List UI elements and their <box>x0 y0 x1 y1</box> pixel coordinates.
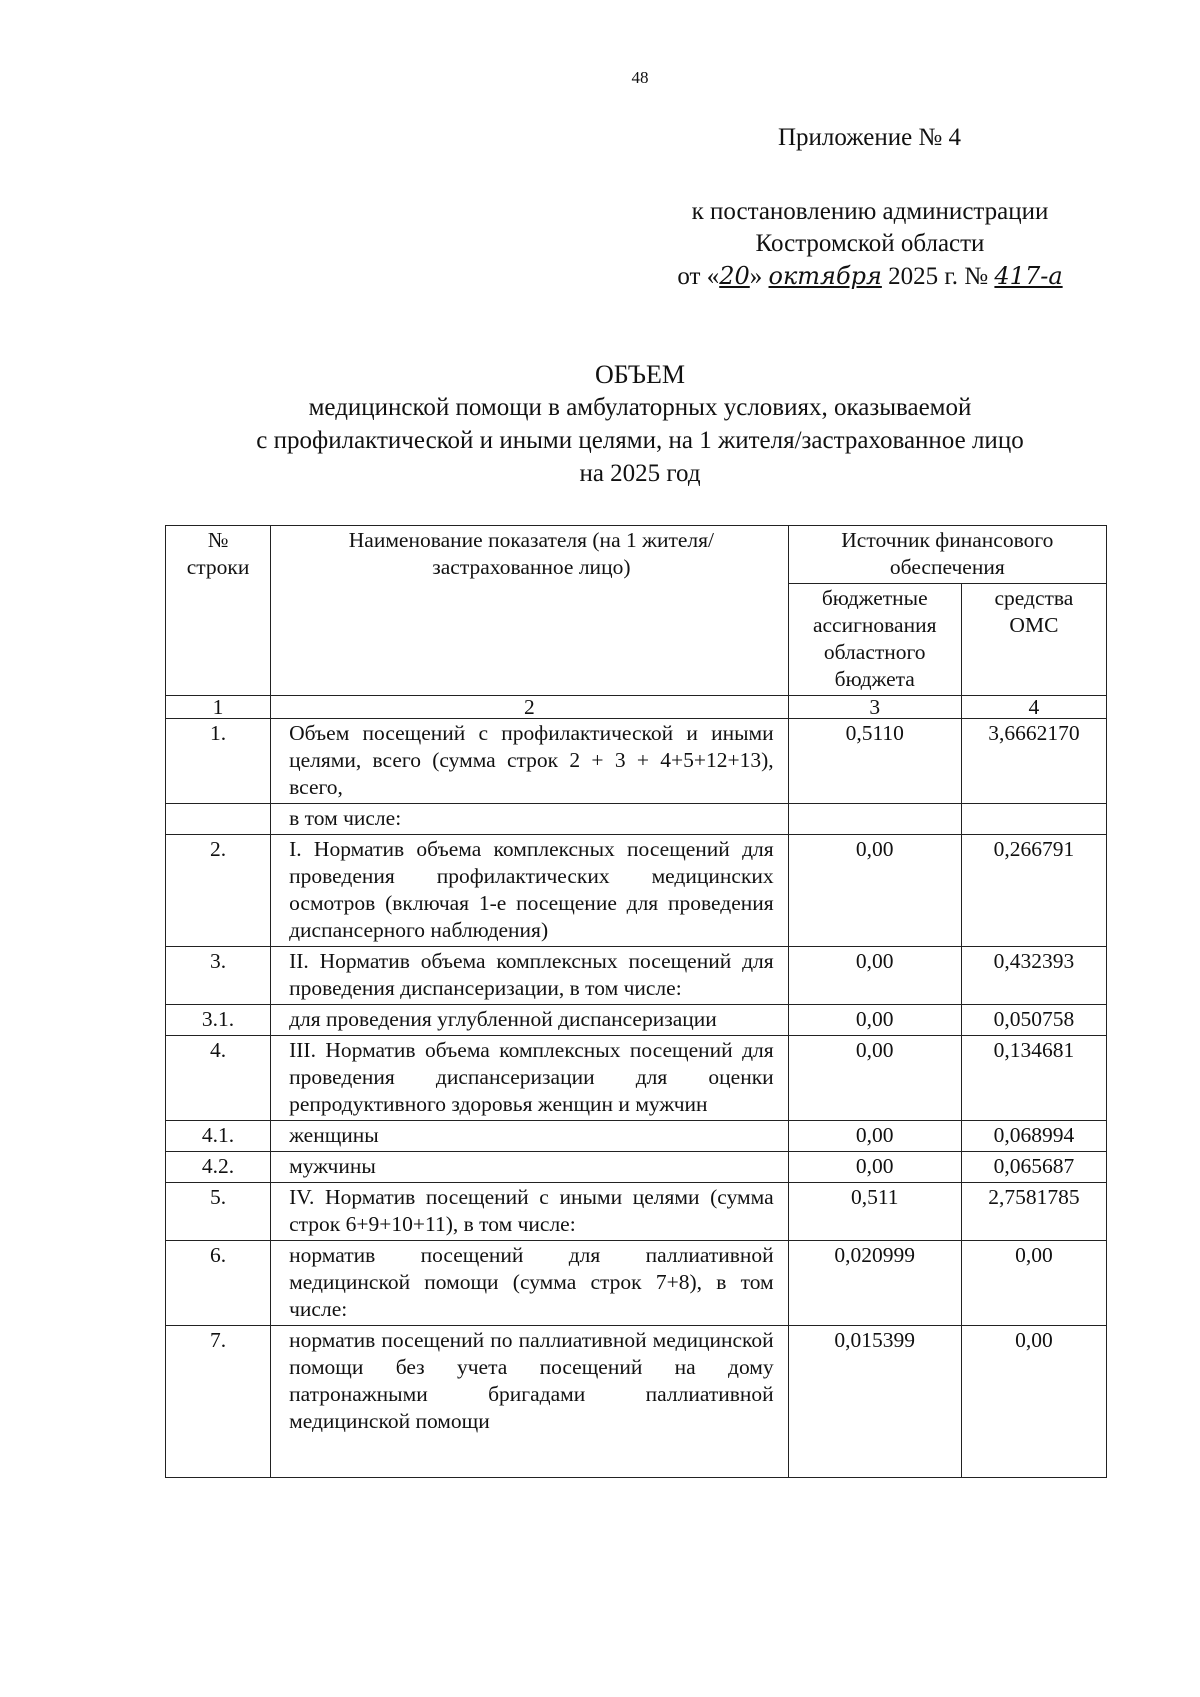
row-budget-value: 0,00 <box>788 1121 961 1152</box>
row-budget-value: 0,00 <box>788 1036 961 1121</box>
decree-date-prefix: от « <box>677 263 720 290</box>
title-line-2: медицинской помощи в амбулаторных условиях, оказываемой <box>308 394 972 421</box>
table-row <box>166 1036 1107 1121</box>
row-name: норматив посещений по паллиативной медицинской помощи без учета посещений на дому патронажными бригадами паллиативной медицинской помощи <box>271 1326 789 1478</box>
row-budget-value <box>788 804 961 835</box>
decree-line-1: к постановлению администрации <box>691 198 1049 225</box>
page-number: 48 <box>631 68 649 87</box>
row-budget-value: 0,00 <box>788 835 961 947</box>
table-row <box>166 1121 1107 1152</box>
row-number: 4.2. <box>166 1152 271 1183</box>
decree-line-2: Костромской области <box>755 230 985 257</box>
table-row <box>166 1005 1107 1036</box>
row-number: 4.1. <box>166 1121 271 1152</box>
row-oms-value: 3,6662170 <box>961 719 1106 804</box>
table-row <box>166 1183 1107 1241</box>
row-number: 7. <box>166 1326 271 1478</box>
row-number: 3. <box>166 947 271 1005</box>
row-name: Объем посещений с профилактической и иными целями, всего (сумма строк 2 + 3 + 4+5+12+13), всего, <box>271 719 789 804</box>
decree-date <box>650 260 1090 293</box>
index-cell: 4 <box>961 696 1106 719</box>
index-cell: 2 <box>271 696 789 719</box>
decree-year: 2025 г. № <box>888 263 989 290</box>
decree-month: октября <box>768 262 882 290</box>
row-name: II. Норматив объема комплексных посещений для проведения диспансеризации, в том числе: <box>271 947 789 1005</box>
table-header-row <box>166 526 1107 584</box>
row-oms-value: 0,065687 <box>961 1152 1106 1183</box>
row-budget-value: 0,5110 <box>788 719 961 804</box>
header-oms: средства ОМС <box>961 584 1106 696</box>
row-name: мужчины <box>271 1152 789 1183</box>
row-name: норматив посещений для паллиативной медицинской помощи (сумма строк 7+8), в том числе: <box>271 1241 789 1326</box>
row-oms-value: 0,00 <box>961 1326 1106 1478</box>
decree-number: 417-а <box>994 262 1063 290</box>
row-budget-value: 0,00 <box>788 1005 961 1036</box>
index-cell: 1 <box>166 696 271 719</box>
row-name: IV. Норматив посещений с иными целями (сумма строк 6+9+10+11), в том числе: <box>271 1183 789 1241</box>
row-number: 5. <box>166 1183 271 1241</box>
header-budget: бюджетные ассигнования областного бюджета <box>788 584 961 696</box>
row-number: 6. <box>166 1241 271 1326</box>
row-budget-value: 0,015399 <box>788 1326 961 1478</box>
decree-date-mid: » <box>749 263 763 290</box>
row-budget-value: 0,00 <box>788 947 961 1005</box>
row-number <box>166 804 271 835</box>
document-title <box>150 358 1130 490</box>
decree-day: 20 <box>719 262 750 290</box>
header-source: Источник финансового обеспечения <box>788 526 1106 584</box>
row-number: 2. <box>166 835 271 947</box>
header-name: Наименование показателя (на 1 жителя/застрахованное лицо) <box>271 526 789 696</box>
row-oms-value: 0,134681 <box>961 1036 1106 1121</box>
table-index-row <box>166 696 1107 719</box>
row-name: в том числе: <box>271 804 789 835</box>
row-name: I. Норматив объема комплексных посещений для проведения профилактических медицинских осмотров (включая 1-е посещение для проведения диспансерного наблюдения) <box>271 835 789 947</box>
title-line-3: с профилактической и иными целями, на 1 жителя/застрахованное лицо <box>256 427 1024 454</box>
row-oms-value: 0,050758 <box>961 1005 1106 1036</box>
row-number: 1. <box>166 719 271 804</box>
row-budget-value: 0,511 <box>788 1183 961 1241</box>
row-name: женщины <box>271 1121 789 1152</box>
volume-table <box>165 525 1107 1478</box>
row-oms-value: 2,7581785 <box>961 1183 1106 1241</box>
row-budget-value: 0,020999 <box>788 1241 961 1326</box>
row-oms-value <box>961 804 1106 835</box>
title-line-4: на 2025 год <box>579 460 701 487</box>
row-oms-value: 0,068994 <box>961 1121 1106 1152</box>
decree-reference <box>650 196 1090 293</box>
row-number: 4. <box>166 1036 271 1121</box>
table-row <box>166 1152 1107 1183</box>
table-row <box>166 1241 1107 1326</box>
table-row <box>166 804 1107 835</box>
index-cell: 3 <box>788 696 961 719</box>
row-oms-value: 0,266791 <box>961 835 1106 947</box>
table-row <box>166 1326 1107 1478</box>
row-name: для проведения углубленной диспансеризации <box>271 1005 789 1036</box>
table-row <box>166 947 1107 1005</box>
row-oms-value: 0,432393 <box>961 947 1106 1005</box>
row-name: III. Норматив объема комплексных посещений для проведения диспансеризации для оценки репродуктивного здоровья женщин и мужчин <box>271 1036 789 1121</box>
header-num: № строки <box>166 526 271 696</box>
row-oms-value: 0,00 <box>961 1241 1106 1326</box>
row-number: 3.1. <box>166 1005 271 1036</box>
table-row <box>166 835 1107 947</box>
title-line-1: ОБЪЕМ <box>594 360 686 389</box>
row-budget-value: 0,00 <box>788 1152 961 1183</box>
table-row <box>166 719 1107 804</box>
appendix-label: Приложение № 4 <box>778 124 962 151</box>
